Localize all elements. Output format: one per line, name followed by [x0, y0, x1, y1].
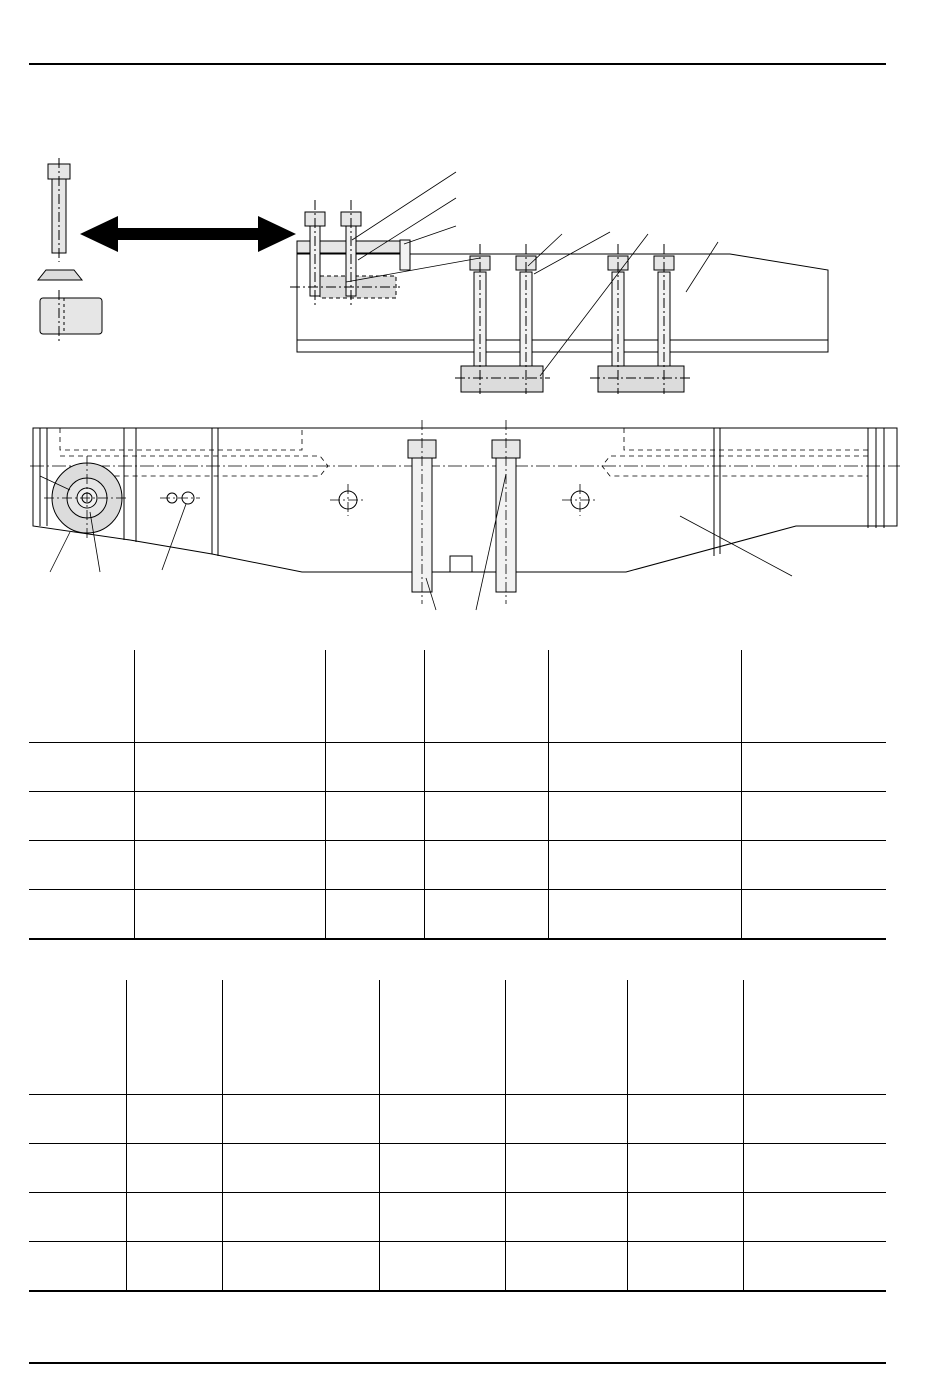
table-cell: [548, 890, 741, 940]
table-cell: [379, 1095, 505, 1144]
table-cell: [222, 1095, 379, 1144]
table-cell: [743, 1095, 886, 1144]
table-cell: [627, 1095, 743, 1144]
table-cell: [741, 792, 886, 841]
table-cell: [134, 743, 325, 792]
table-cell: [743, 1144, 886, 1193]
table-row: [29, 1193, 886, 1242]
table-cell: [126, 1193, 222, 1242]
table-cell: [741, 890, 886, 940]
table-cell: [505, 1242, 627, 1292]
table-cell: [222, 1144, 379, 1193]
table-cell: [325, 743, 424, 792]
table-cell: [548, 792, 741, 841]
table-1-header-row: [29, 650, 886, 743]
table-cell: [134, 890, 325, 940]
table-cell: [29, 743, 134, 792]
table-cell: [222, 1193, 379, 1242]
table-cell: [29, 1144, 126, 1193]
table-2-header-row: [29, 980, 886, 1095]
footer-rule: [29, 1362, 886, 1364]
table-1-header-cell: [29, 650, 134, 743]
table-row: [29, 1242, 886, 1292]
table-cell: [379, 1242, 505, 1292]
technical-drawing: [0, 0, 950, 620]
table-cell: [548, 841, 741, 890]
table-cell: [505, 1144, 627, 1193]
table-cell: [29, 792, 134, 841]
table-2-header-cell: [627, 980, 743, 1095]
table-2-header-cell: [505, 980, 627, 1095]
table-2-header-cell: [126, 980, 222, 1095]
table-cell: [126, 1144, 222, 1193]
table-cell: [29, 841, 134, 890]
table-cell: [29, 1193, 126, 1242]
table-2-header-cell: [29, 980, 126, 1095]
table-cell: [222, 1242, 379, 1292]
table-row: [29, 743, 886, 792]
table-cell: [325, 841, 424, 890]
table-cell: [424, 890, 548, 940]
table-1-header-cell: [741, 650, 886, 743]
table-cell: [29, 890, 134, 940]
table-cell: [379, 1144, 505, 1193]
table-2-header-cell: [379, 980, 505, 1095]
table-cell: [29, 1095, 126, 1144]
exploded-bolt-assembly: [38, 158, 102, 342]
table-row: [29, 890, 886, 940]
table-cell: [134, 792, 325, 841]
table-cell: [134, 841, 325, 890]
table-cell: [126, 1095, 222, 1144]
table-row: [29, 841, 886, 890]
table-cell: [424, 743, 548, 792]
table-1-header-cell: [325, 650, 424, 743]
table-1-header-cell: [424, 650, 548, 743]
table-cell: [505, 1193, 627, 1242]
table-cell: [325, 890, 424, 940]
table-cell: [741, 743, 886, 792]
table-cell: [325, 792, 424, 841]
table-2-header-cell: [222, 980, 379, 1095]
table-2: [29, 980, 886, 1292]
table-cell: [627, 1242, 743, 1292]
table-cell: [126, 1242, 222, 1292]
table-row: [29, 792, 886, 841]
section-view: [30, 420, 900, 610]
table-cell: [548, 743, 741, 792]
table-cell: [741, 841, 886, 890]
table-cell: [29, 1242, 126, 1292]
table-row: [29, 1095, 886, 1144]
table-cell: [627, 1193, 743, 1242]
double-arrow-icon: [80, 216, 296, 252]
table-cell: [424, 841, 548, 890]
table-cell: [627, 1144, 743, 1193]
table-1-header-cell: [134, 650, 325, 743]
table-cell: [424, 792, 548, 841]
table-1: [29, 650, 886, 940]
table-cell: [743, 1193, 886, 1242]
table-cell: [505, 1095, 627, 1144]
table-2-header-cell: [743, 980, 886, 1095]
table-cell: [379, 1193, 505, 1242]
table-row: [29, 1144, 886, 1193]
table-1-header-cell: [548, 650, 741, 743]
top-view: [290, 172, 828, 394]
table-cell: [743, 1242, 886, 1292]
